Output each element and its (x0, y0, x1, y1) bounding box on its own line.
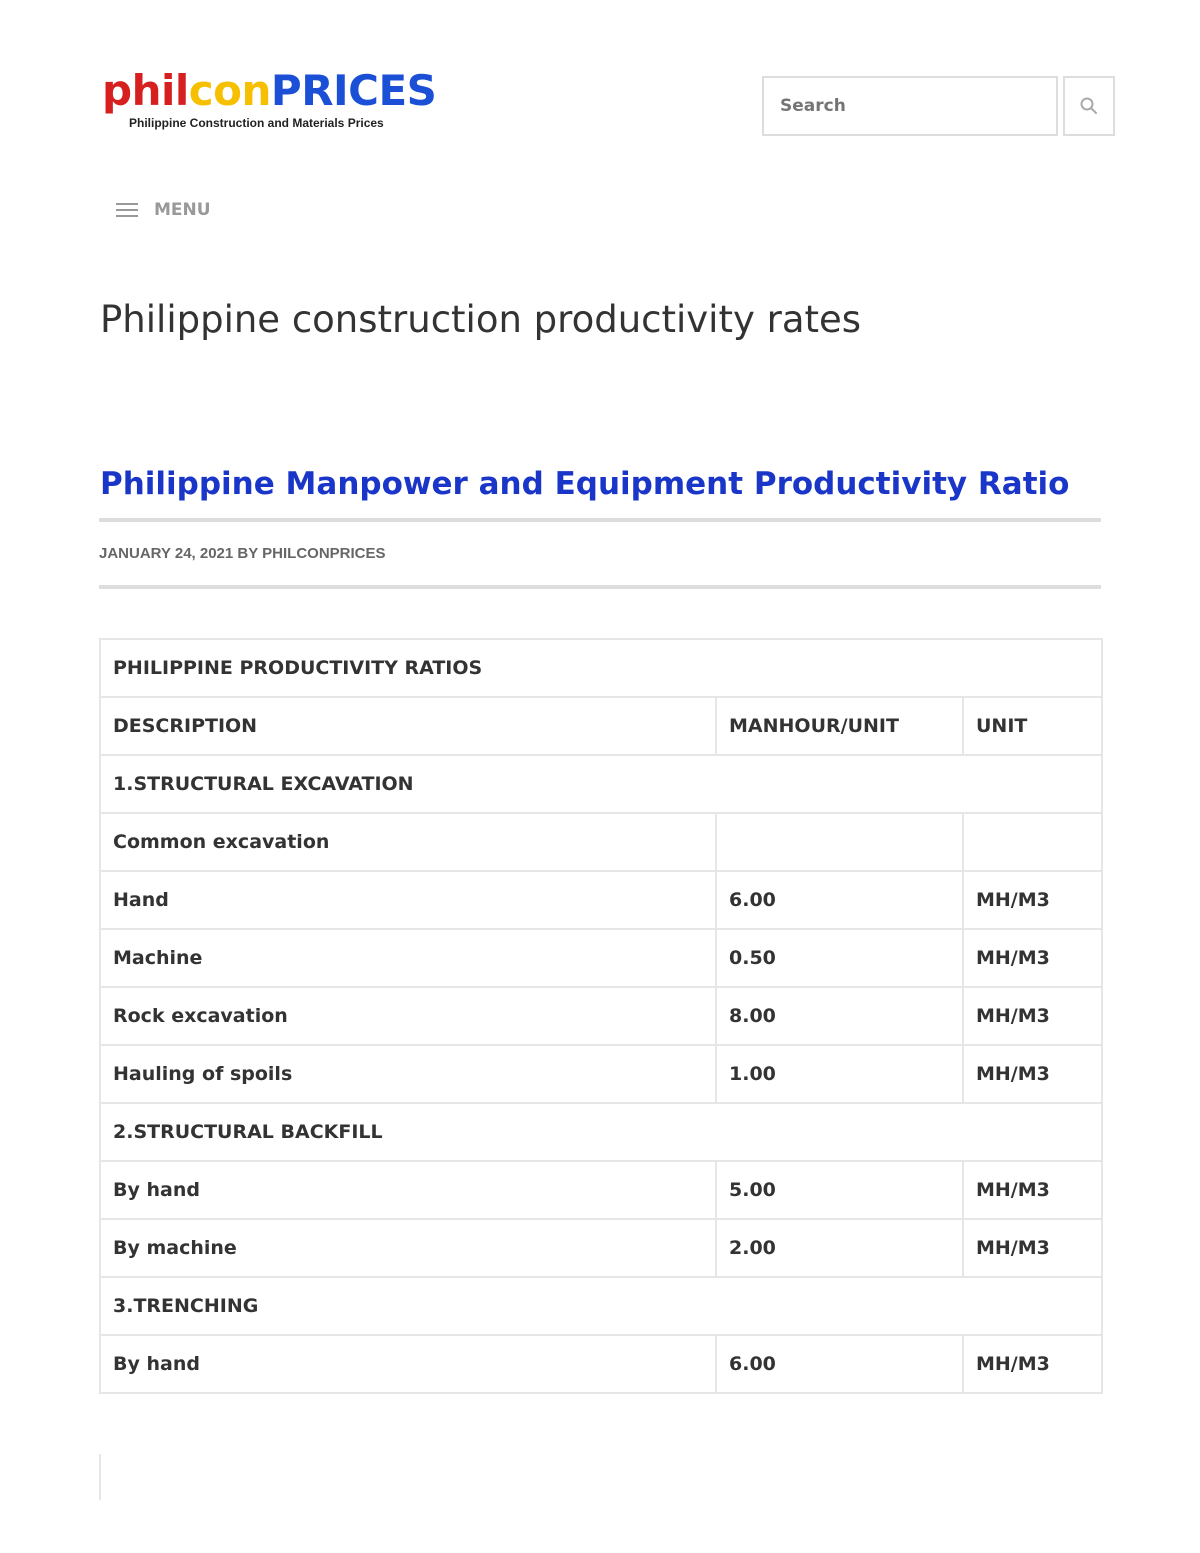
row-unit: MH/M3 (963, 1045, 1102, 1103)
table-section-row (100, 1277, 1102, 1335)
column-header-manhour: MANHOUR/UNIT (716, 697, 963, 755)
row-description: Rock excavation (100, 987, 716, 1045)
row-manhour: 6.00 (716, 871, 963, 929)
row-unit: MH/M3 (963, 1161, 1102, 1219)
table-row (100, 1219, 1102, 1277)
row-unit (963, 813, 1102, 871)
row-description: Machine (100, 929, 716, 987)
meta-divider (99, 585, 1101, 589)
row-unit: MH/M3 (963, 987, 1102, 1045)
post-by: BY (237, 545, 258, 562)
row-description: Common excavation (100, 813, 716, 871)
search-input[interactable] (762, 76, 1058, 136)
table-row (100, 871, 1102, 929)
row-manhour (716, 813, 963, 871)
row-manhour: 6.00 (716, 1335, 963, 1393)
table-caption-row (100, 639, 1102, 697)
site-logo[interactable] (102, 66, 437, 130)
menu-label: MENU (154, 200, 211, 220)
table-row (100, 1161, 1102, 1219)
table-header-row (100, 697, 1102, 755)
table-section-row (100, 755, 1102, 813)
row-description: Hauling of spoils (100, 1045, 716, 1103)
row-unit: MH/M3 (963, 1219, 1102, 1277)
row-unit: MH/M3 (963, 929, 1102, 987)
table-row (100, 1335, 1102, 1393)
row-manhour: 5.00 (716, 1161, 963, 1219)
table-row (100, 987, 1102, 1045)
row-manhour: 0.50 (716, 929, 963, 987)
table-continuation-border (99, 1454, 101, 1500)
row-manhour: 1.00 (716, 1045, 963, 1103)
logo-con: con (188, 66, 271, 115)
row-unit: MH/M3 (963, 1335, 1102, 1393)
row-description: By hand (100, 1161, 716, 1219)
table-row (100, 813, 1102, 871)
row-unit: MH/M3 (963, 871, 1102, 929)
column-header-description: DESCRIPTION (100, 697, 716, 755)
post-author-link[interactable]: PHILCONPRICES (262, 545, 386, 562)
search-button[interactable] (1063, 76, 1115, 136)
logo-tagline: Philippine Construction and Materials Prices (129, 116, 384, 130)
productivity-table (99, 638, 1103, 1394)
title-divider (99, 518, 1101, 522)
column-header-unit: UNIT (963, 697, 1102, 755)
row-description: Hand (100, 871, 716, 929)
logo-phil: phil (102, 66, 189, 115)
hamburger-icon (116, 201, 140, 219)
search-icon (1079, 96, 1099, 116)
post-meta (99, 545, 386, 562)
table-row (100, 1045, 1102, 1103)
post-title-link[interactable]: Philippine Manpower and Equipment Productivity Ratio (100, 466, 1070, 502)
section-label: 3.TRENCHING (100, 1277, 1102, 1335)
logo-wordmark (102, 66, 437, 115)
post-date: JANUARY 24, 2021 (99, 545, 234, 562)
menu-toggle-button[interactable] (116, 200, 211, 220)
section-label: 1.STRUCTURAL EXCAVATION (100, 755, 1102, 813)
page-title: Philippine construction productivity rates (100, 298, 862, 341)
table-row (100, 929, 1102, 987)
table-section-row (100, 1103, 1102, 1161)
row-manhour: 8.00 (716, 987, 963, 1045)
section-label: 2.STRUCTURAL BACKFILL (100, 1103, 1102, 1161)
row-description: By hand (100, 1335, 716, 1393)
table-caption: PHILIPPINE PRODUCTIVITY RATIOS (100, 639, 1102, 697)
logo-prices: PRICES (270, 66, 437, 115)
row-description: By machine (100, 1219, 716, 1277)
row-manhour: 2.00 (716, 1219, 963, 1277)
